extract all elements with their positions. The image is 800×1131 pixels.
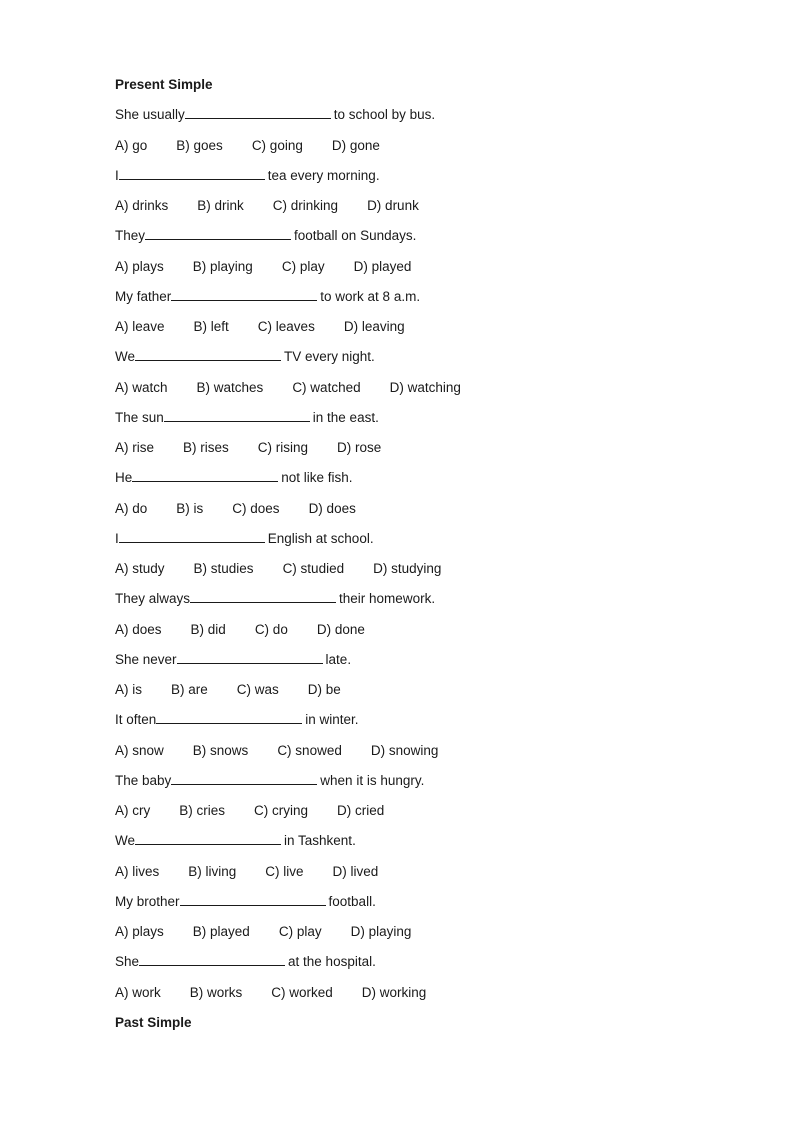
sentence-end: in Tashkent. — [284, 833, 356, 849]
answer-option: C) was — [236, 682, 279, 697]
answer-option: D) done — [316, 621, 365, 637]
answer-option: D) playing — [350, 924, 412, 939]
sentence-start: I — [115, 167, 119, 183]
question-sentence — [115, 891, 715, 921]
sentence-start: We — [115, 349, 136, 365]
sentence-start: The sun — [115, 409, 164, 425]
sentence-end: late. — [325, 651, 352, 667]
answer-option: C) leaves — [257, 319, 315, 334]
answer-option: A) leave — [115, 319, 165, 334]
answer-option: B) rises — [183, 440, 229, 455]
answer-blank — [171, 771, 317, 785]
question-sentence — [115, 165, 715, 195]
answer-options — [115, 982, 715, 1012]
question-sentence — [115, 225, 715, 255]
answer-blank — [164, 408, 310, 422]
answer-option: A) drinks — [115, 198, 169, 213]
answer-options — [115, 558, 715, 588]
answer-blank — [119, 529, 265, 543]
question-sentence — [115, 830, 715, 860]
question-sentence — [115, 104, 715, 134]
answer-options — [115, 861, 715, 891]
answer-blank — [185, 105, 331, 119]
question-sentence — [115, 649, 715, 679]
answer-option: C) watched — [292, 379, 361, 395]
answer-option: D) studying — [373, 561, 442, 576]
answer-option: C) crying — [254, 803, 309, 818]
answer-blank — [135, 347, 281, 361]
answer-option: D) does — [308, 500, 356, 516]
answer-option: D) played — [353, 258, 412, 274]
answer-blank — [145, 226, 291, 240]
answer-option: D) be — [307, 682, 341, 697]
answer-blank — [139, 952, 285, 966]
answer-option: C) worked — [271, 984, 333, 1000]
answer-options — [115, 195, 715, 225]
answer-option: B) goes — [176, 137, 223, 153]
answer-option: A) study — [115, 561, 165, 576]
answer-blank — [119, 166, 265, 180]
answer-options — [115, 740, 715, 770]
answer-blank — [171, 287, 317, 301]
answer-option: D) working — [361, 984, 427, 1000]
answer-option: B) left — [193, 319, 229, 334]
sentence-start: We — [115, 833, 136, 849]
sentence-end: football. — [328, 893, 376, 909]
answer-blank — [156, 710, 302, 724]
answer-options — [115, 921, 715, 951]
answer-option: A) does — [115, 621, 162, 637]
answer-option: B) cries — [179, 803, 226, 818]
answer-option: A) work — [115, 984, 161, 1000]
section-heading: Present Simple — [115, 77, 213, 92]
answer-blank — [190, 589, 336, 603]
answer-option: A) is — [115, 682, 142, 697]
sentence-start: My brother — [115, 893, 180, 909]
sentence-end: their homework. — [339, 591, 436, 607]
answer-option: A) watch — [115, 379, 168, 395]
question-sentence — [115, 407, 715, 437]
answer-option: A) lives — [115, 863, 160, 879]
answer-blank — [180, 892, 326, 906]
question-sentence — [115, 770, 715, 800]
answer-blank — [177, 650, 323, 664]
sentence-end: in the east. — [312, 409, 379, 425]
answer-option: C) play — [281, 258, 325, 274]
answer-option: A) go — [115, 137, 148, 153]
sentence-end: TV every night. — [284, 349, 375, 365]
answer-option: B) are — [171, 682, 208, 697]
answer-options — [115, 135, 715, 165]
question-sentence — [115, 467, 715, 497]
sentence-start: The baby — [115, 772, 172, 788]
sentence-start: He — [115, 470, 133, 486]
worksheet-content — [115, 74, 715, 1042]
sentence-start: My father — [115, 288, 172, 304]
sentence-end: not like fish. — [281, 470, 353, 486]
answer-option: B) did — [190, 621, 226, 637]
answer-option: D) cried — [337, 803, 385, 818]
answer-option: D) lived — [332, 863, 379, 879]
sentence-end: tea every morning. — [267, 167, 380, 183]
answer-option: B) played — [192, 924, 250, 939]
answer-options — [115, 679, 715, 709]
question-sentence — [115, 709, 715, 739]
answer-option: B) watches — [196, 379, 264, 395]
section-heading: Past Simple — [115, 1014, 192, 1030]
sentence-start: She — [115, 954, 140, 970]
answer-option: A) plays — [115, 258, 164, 274]
answer-options — [115, 800, 715, 830]
sentence-end: in winter. — [305, 712, 359, 728]
sentence-start: They always — [115, 591, 191, 607]
answer-option: C) do — [254, 621, 288, 637]
sentence-end: football on Sundays. — [294, 228, 417, 244]
sentence-end: when it is hungry. — [320, 772, 425, 788]
question-sentence — [115, 528, 715, 558]
answer-option: B) is — [176, 500, 204, 516]
answer-option: D) drunk — [367, 198, 419, 213]
sentence-start: She never — [115, 651, 177, 667]
answer-option: A) do — [115, 500, 148, 516]
answer-option: C) live — [265, 863, 304, 879]
answer-option: D) snowing — [370, 742, 439, 758]
answer-option: A) snow — [115, 742, 164, 758]
answer-option: C) going — [251, 137, 303, 153]
answer-option: B) drink — [197, 198, 244, 213]
answer-option: B) studies — [193, 561, 254, 576]
answer-option: B) living — [188, 863, 237, 879]
sentence-start: They — [115, 228, 146, 244]
answer-options — [115, 437, 715, 467]
sentence-end: to work at 8 a.m. — [320, 288, 421, 304]
answer-option: B) snows — [192, 742, 249, 758]
sentence-end: English at school. — [267, 530, 374, 546]
question-sentence — [115, 286, 715, 316]
sentence-end: to school by bus. — [333, 107, 436, 123]
answer-option: B) works — [189, 984, 243, 1000]
answer-option: A) rise — [115, 440, 155, 455]
sentence-end: at the hospital. — [288, 954, 376, 970]
answer-option: C) does — [232, 500, 280, 516]
answer-option: B) playing — [192, 258, 253, 274]
answer-option: C) play — [278, 924, 322, 939]
answer-options — [115, 316, 715, 346]
answer-option: D) leaving — [343, 319, 405, 334]
answer-options — [115, 256, 715, 286]
answer-option: C) rising — [257, 440, 309, 455]
answer-option: D) rose — [337, 440, 382, 455]
answer-option: D) gone — [331, 137, 380, 153]
answer-options — [115, 377, 715, 407]
question-sentence — [115, 588, 715, 618]
answer-option: C) studied — [282, 561, 345, 576]
answer-option: A) cry — [115, 803, 151, 818]
answer-options — [115, 498, 715, 528]
answer-blank — [135, 831, 281, 845]
answer-options — [115, 619, 715, 649]
answer-blank — [132, 468, 278, 482]
question-sentence — [115, 951, 715, 981]
sentence-start: I — [115, 530, 119, 546]
answer-option: C) snowed — [277, 742, 342, 758]
answer-option: A) plays — [115, 924, 164, 939]
sentence-start: She usually — [115, 107, 185, 123]
question-sentence — [115, 346, 715, 376]
answer-option: D) watching — [389, 379, 461, 395]
answer-option: C) drinking — [272, 198, 339, 213]
sentence-start: It often — [115, 712, 157, 728]
